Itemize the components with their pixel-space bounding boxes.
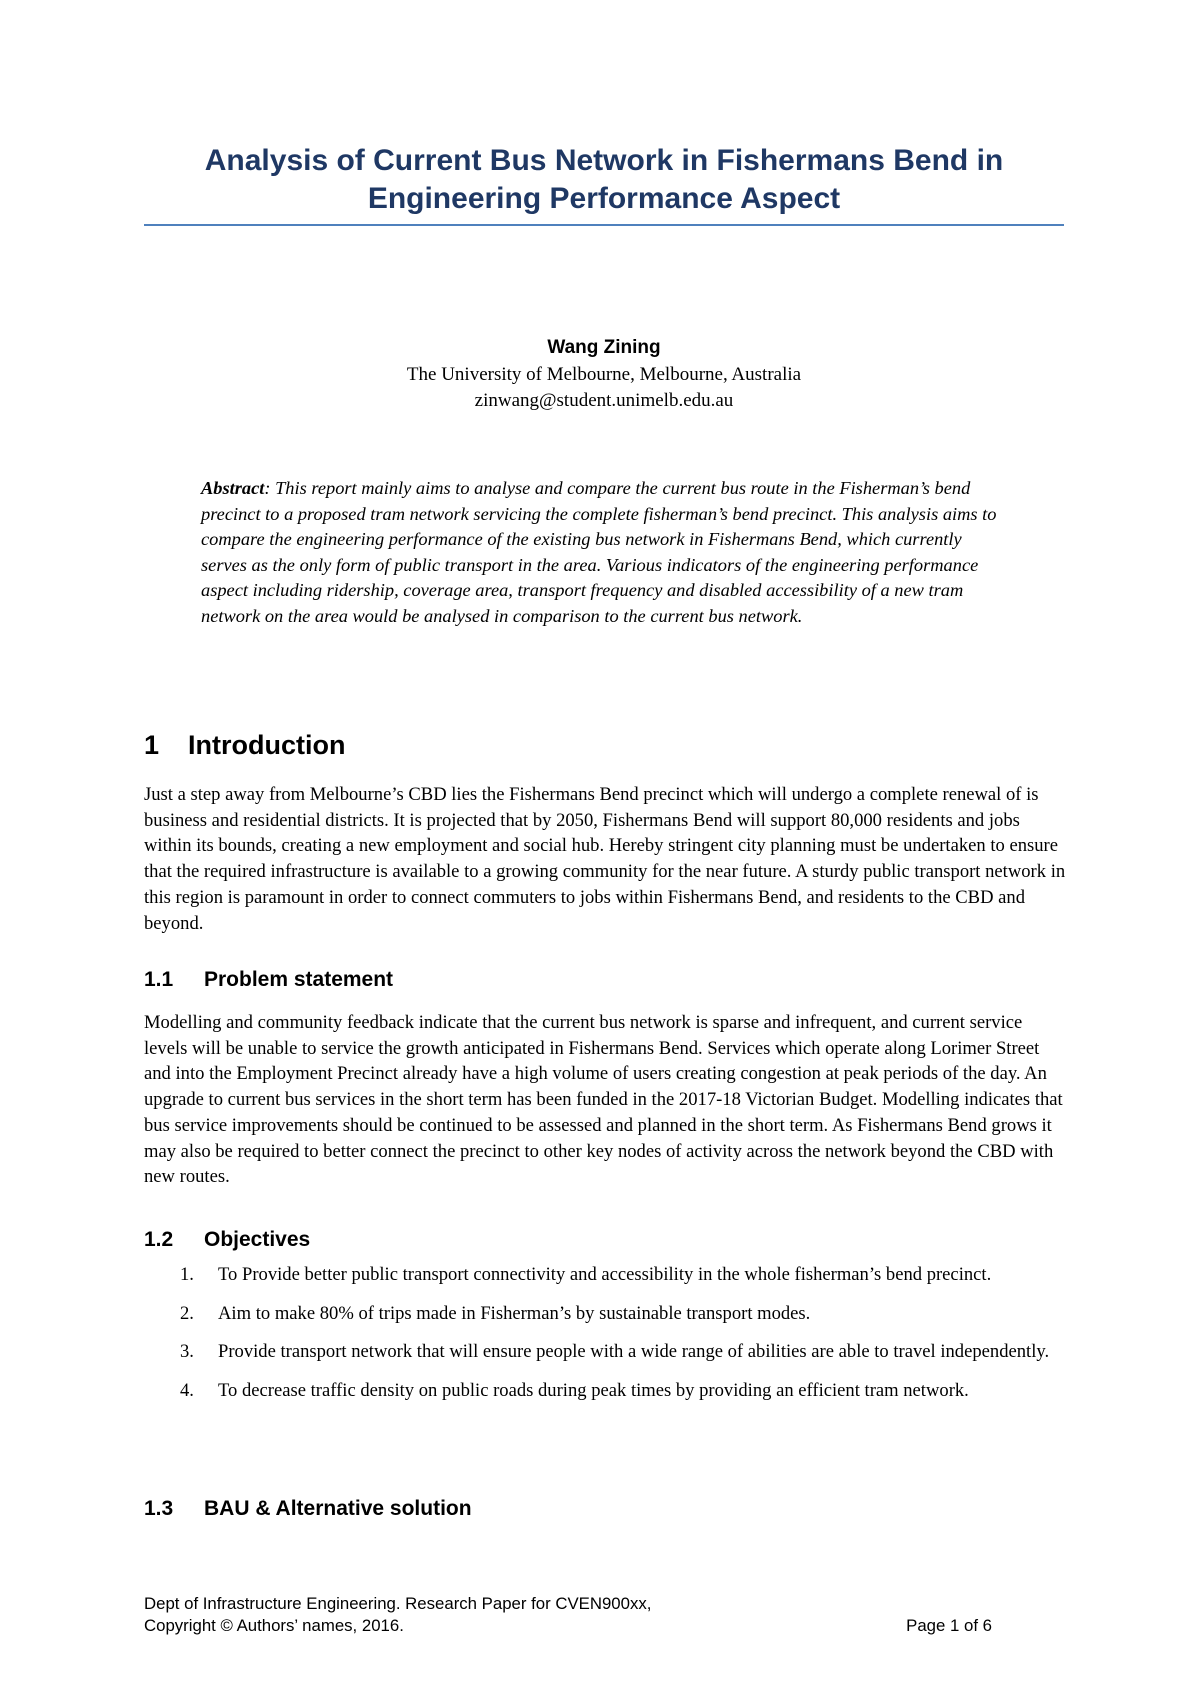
problem-statement-paragraph: Modelling and community feedback indicate that the current bus network is sparse and infrequent, and current service levels will be unable to service the growth anticipated in Fishermans Bend. Services which operate along Lorimer Street and into the Employment Precinct already have a high volume of users creating congestion at peak periods of the day. An upgrade to current bus services in the short term has been funded in the 2017-18 Victorian Budget. Modelling indicates that bus service improvements should be continued to be assessed and planned in the short term. As Fishermans Bend grows it may also be required to better connect the precinct to other key nodes of activity across the network beyond the CBD with new routes.	[144, 1012, 1063, 1188]
list-item-number: 3.	[180, 1341, 194, 1363]
footer-copyright: Copyright © Authors’ names, 2016.	[144, 1616, 404, 1635]
list-item	[144, 1378, 1066, 1404]
section-title: BAU & Alternative solution	[204, 1497, 472, 1520]
abstract	[201, 476, 1011, 630]
abstract-text: : This report mainly aims to analyse and compare the current bus route in the Fisherman’s bend precinct to a proposed tram network servicing the complete fisherman’s bend precinct. This analysis aims to compare the engineering performance of the existing bus network in Fishermans Bend, which currently serves as the only form of public transport in the area. Various indicators of the engineering performance aspect including ridership, coverage area, transport frequency and disabled accessibility of a new tram network on the area would be analysed in comparison to the current bus network.	[201, 478, 997, 626]
footer-line-copyright-row	[144, 1615, 992, 1637]
list-item-text: Aim to make 80% of trips made in Fisherman’s by sustainable transport modes.	[218, 1302, 811, 1324]
section-number: 1.2	[144, 1228, 174, 1251]
paper-title: Analysis of Current Bus Network in Fishermans Bend in Engineering Performance Aspect	[204, 144, 1004, 215]
list-item-number: 4.	[180, 1380, 194, 1402]
author-affiliation: The University of Melbourne, Melbourne, Australia	[406, 364, 802, 385]
introduction-paragraph: Just a step away from Melbourne’s CBD lies the Fishermans Bend precinct which will undergo a complete renewal of is business and residential districts. It is projected that by 2050, Fishermans Bend will support 80,000 residents and jobs within its bounds, creating a new employment and social hub. Hereby stringent city planning must be undertaken to ensure that the required infrastructure is available to a growing community for the near future. A sturdy public transport network in this region is paramount in order to connect commuters to jobs within Fishermans Bend, and residents to the CBD and beyond.	[144, 784, 1066, 934]
section-number: 1	[144, 730, 160, 760]
list-item-number: 1.	[180, 1264, 194, 1285]
page-number: Page 1 of 6	[906, 1616, 992, 1635]
list-item	[144, 1339, 1066, 1365]
section-heading-introduction	[144, 728, 345, 762]
footer-line-department: Dept of Infrastructure Engineering. Research Paper for CVEN900xx,	[144, 1594, 652, 1613]
section-title: Introduction	[188, 730, 346, 760]
author-email: zinwang@student.unimelb.edu.au	[474, 390, 734, 411]
abstract-label: Abstract	[201, 478, 265, 498]
page-footer	[144, 1593, 992, 1637]
title-underline	[144, 224, 1064, 226]
author-block	[144, 334, 1064, 414]
list-item	[144, 1262, 1066, 1288]
section-title: Objectives	[204, 1228, 311, 1251]
section-number: 1.1	[144, 968, 174, 991]
list-item-text: To decrease traffic density on public roads during peak times by providing an efficient tram network.	[218, 1380, 969, 1402]
author-name: Wang Zining	[547, 337, 661, 358]
list-item	[144, 1301, 1066, 1327]
list-item-text: To Provide better public transport connectivity and accessibility in the whole fisherman’s bend precinct.	[218, 1264, 992, 1285]
list-item-number: 2.	[180, 1302, 194, 1324]
objectives-list	[144, 1262, 1066, 1417]
section-title: Problem statement	[204, 968, 394, 991]
section-heading-objectives	[144, 1226, 310, 1254]
section-heading-problem-statement	[144, 966, 393, 994]
list-item-text: Provide transport network that will ensure people with a wide range of abilities are able to travel independently.	[218, 1341, 1050, 1363]
section-number: 1.3	[144, 1497, 174, 1520]
section-heading-bau-alternative	[144, 1495, 472, 1523]
